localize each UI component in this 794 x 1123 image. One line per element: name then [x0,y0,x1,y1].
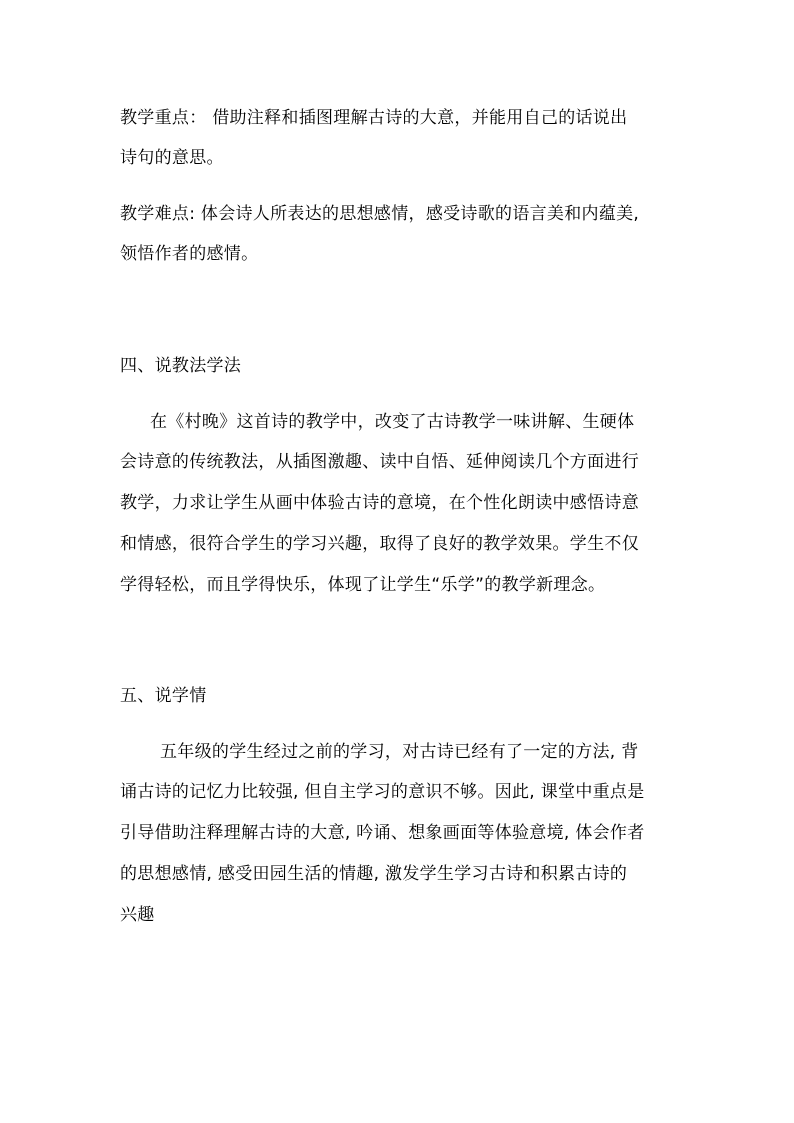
section-4-line-1: 在《村晚》这首诗的教学中，改变了古诗教学一味讲解、生硬体 [150,412,635,432]
section-4-heading: 四、说教法学法 [120,356,242,376]
section-5-line-3: 引导借助注释理解古诗的大意, 吟诵、想象画面等体验意境, 体会作者 [120,823,645,843]
key-points-line-2: 诗句的意思。 [120,148,224,168]
section-4-line-3: 教学，力求让学生从画中体验古诗的意境，在个性化朗读中感悟诗意 [120,493,639,513]
section-4-line-5: 学得轻松，而且学得快乐，体现了让学生“乐学”的教学新理念。 [120,575,606,595]
section-4-line-4: 和情感，很符合学生的学习兴趣，取得了良好的教学效果。学生不仅 [120,534,639,554]
difficult-points-line-2: 领悟作者的感情。 [120,244,259,264]
section-4-line-2: 会诗意的传统教法，从插图激趣、读中自悟、延伸阅读几个方面进行 [120,452,639,472]
difficult-points-line-1: 教学难点: 体会诗人所表达的思想感情，感受诗歌的语言美和内蕴美, [120,204,640,224]
section-5-line-4: 的思想感情, 感受田园生活的情趣, 激发学生学习古诗和积累古诗的 [120,864,628,884]
section-5-line-5: 兴趣 [120,905,155,925]
section-5-heading: 五、说学情 [120,686,207,706]
section-5-line-2: 诵古诗的记忆力比较强, 但自主学习的意识不够。因此, 课堂中重点是 [120,782,645,802]
key-points-line-1: 教学重点： 借助注释和插图理解古诗的大意，并能用自己的话说出 [120,108,628,128]
section-5-line-1: 五年级的学生经过之前的学习，对古诗已经有了一定的方法, 背 [160,742,639,762]
